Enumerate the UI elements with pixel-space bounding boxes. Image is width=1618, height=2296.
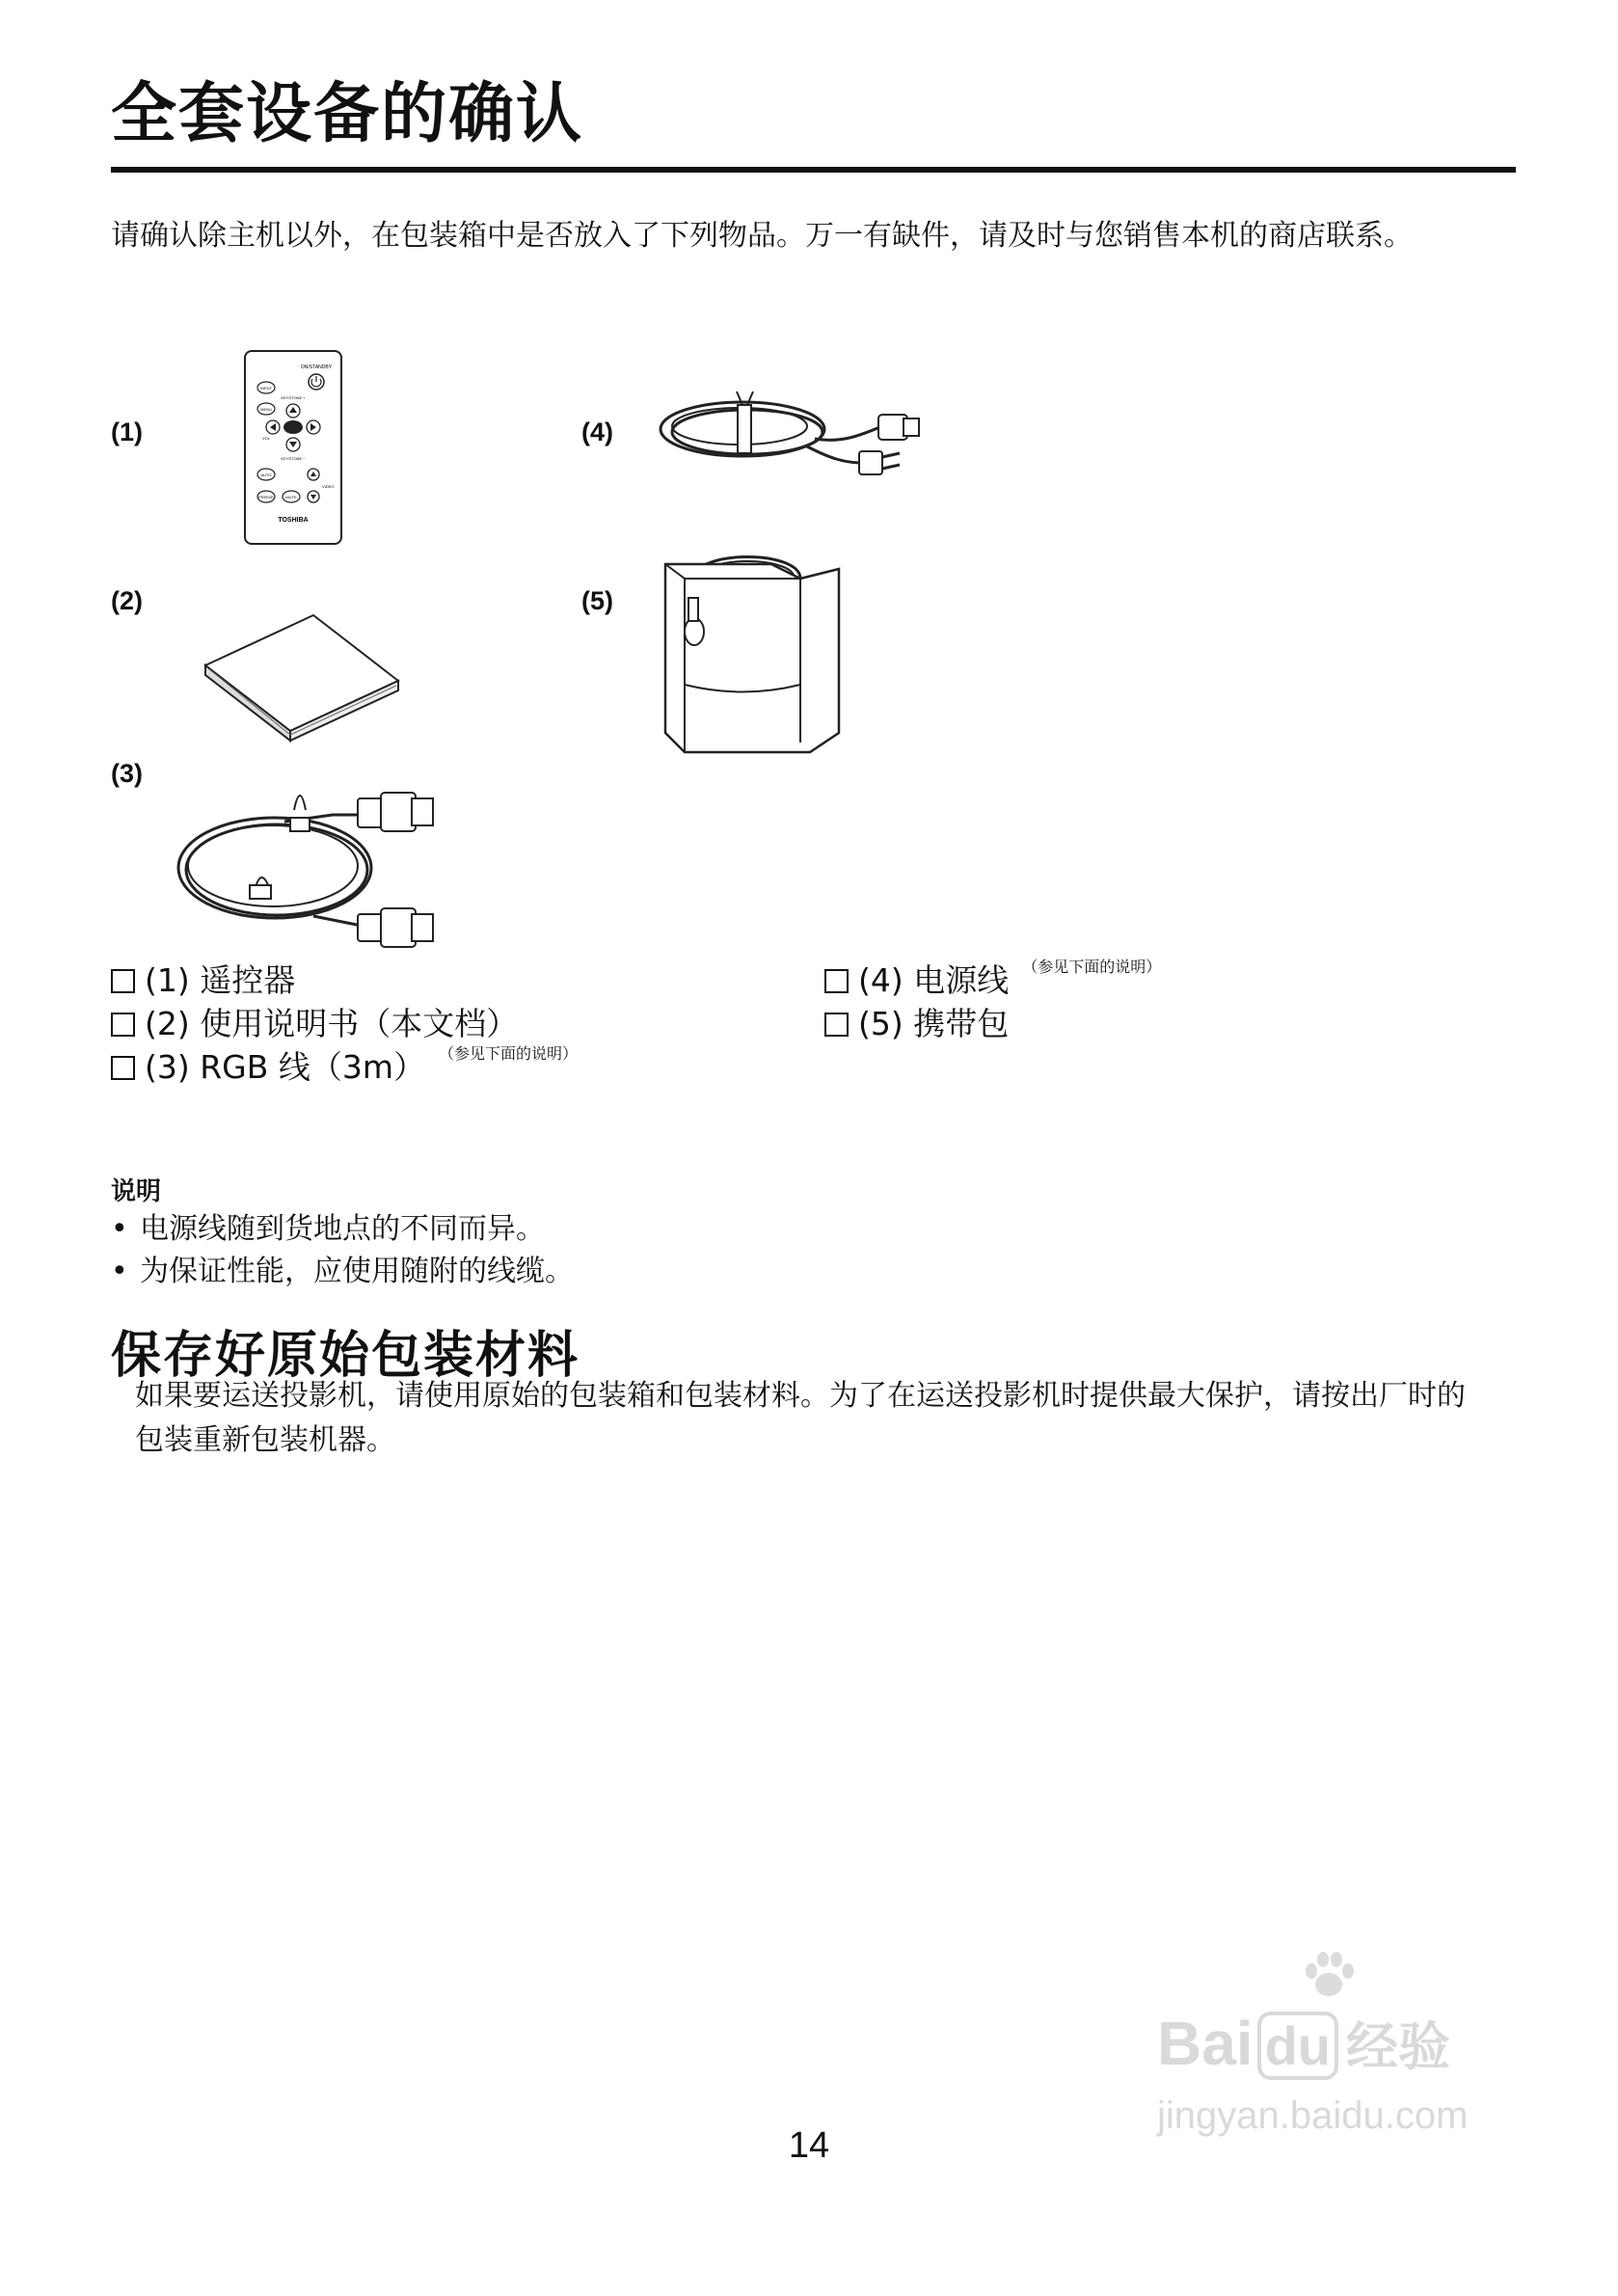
figure-label-2: (2): [111, 586, 143, 615]
checklist-item-4: [824, 958, 1162, 1000]
checklist-text: (3) RGB 线（3m）: [145, 1048, 426, 1086]
figure-label-3: (3): [111, 759, 143, 788]
checkbox[interactable]: [111, 1013, 135, 1037]
checkbox[interactable]: [824, 1013, 849, 1037]
remote-label-onstandby: ON/STANDBY: [300, 365, 333, 370]
remote-label-freeze: FREEZE: [258, 495, 274, 500]
checklist-item-5: [824, 1005, 1009, 1043]
page-title: 全套设备的确认: [111, 76, 584, 152]
remote-brand-logo: TOSHIBA: [278, 517, 309, 524]
checklist-text: (2) 使用说明书（本文档）: [145, 1005, 519, 1042]
paw-icon: [1300, 1948, 1358, 2002]
page-number: 14: [788, 2125, 830, 2166]
note-item-1: [111, 1210, 545, 1249]
checklist-note: （参见下面的说明）: [439, 1044, 579, 1063]
figure-label-4: (4): [581, 418, 613, 446]
watermark-url: jingyan.baidu.com: [1157, 2094, 1469, 2137]
manual-booklet-illustration: [198, 608, 410, 743]
note-text: 电源线随到货地点的不同而异。: [140, 1212, 545, 1246]
checkbox[interactable]: [111, 1056, 135, 1080]
note-text: 为保证性能，应使用随附的线缆。: [140, 1255, 574, 1288]
watermark-cn: 经验: [1346, 2018, 1451, 2076]
checklist-note: （参见下面的说明）: [1022, 958, 1162, 976]
remote-label-auto: AUTO: [260, 473, 272, 477]
intro-text: 请确认除主机以外，在包装箱中是否放入了下列物品。万一有缺件，请及时与您销售本机的商店联系。: [111, 219, 1413, 253]
rgb-cable-illustration: [169, 771, 448, 964]
section-paragraph: 如果要运送投影机，请使用原始的包装箱和包装材料。为了在运送投影机时提供最大保护，请按出厂时的包装重新包装机器。: [135, 1379, 1466, 1457]
remote-label-mute: MUTE: [285, 495, 297, 500]
checklist-text: (4) 电源线: [858, 961, 1010, 999]
checkbox[interactable]: [111, 969, 135, 993]
remote-label-keystone-plus: KEYSTONE +: [281, 395, 306, 400]
power-cord-illustration: [651, 386, 930, 492]
checkbox[interactable]: [824, 969, 849, 993]
remote-control-illustration: [241, 347, 347, 550]
checklist-text: (1) 遥控器: [145, 961, 296, 999]
checklist-item-1: [111, 961, 295, 1000]
remote-label-keystone-minus: KEYSTONE −: [281, 456, 306, 461]
watermark-brand: Bai: [1157, 2009, 1254, 2078]
notes-heading: 说明: [111, 1177, 162, 1206]
checklist-item-3: [111, 1044, 579, 1087]
bullet-marker: •: [111, 1255, 128, 1288]
title-divider: [111, 167, 1516, 173]
watermark-brand2: du: [1257, 2012, 1338, 2080]
remote-label-menu: MENU: [260, 407, 272, 412]
remote-label-video: VIDEO: [322, 484, 335, 489]
figure-label-5: (5): [581, 586, 613, 615]
section-heading: 保存好原始包装材料: [111, 1327, 580, 1385]
checklist-text: (5) 携带包: [858, 1005, 1010, 1042]
carrying-bag-illustration: [656, 540, 849, 762]
note-item-2: [111, 1253, 574, 1291]
figure-label-1: (1): [111, 418, 143, 446]
remote-label-vol: VOL: [262, 436, 271, 441]
bullet-marker: •: [111, 1212, 128, 1246]
remote-label-input: INPUT: [260, 386, 272, 391]
